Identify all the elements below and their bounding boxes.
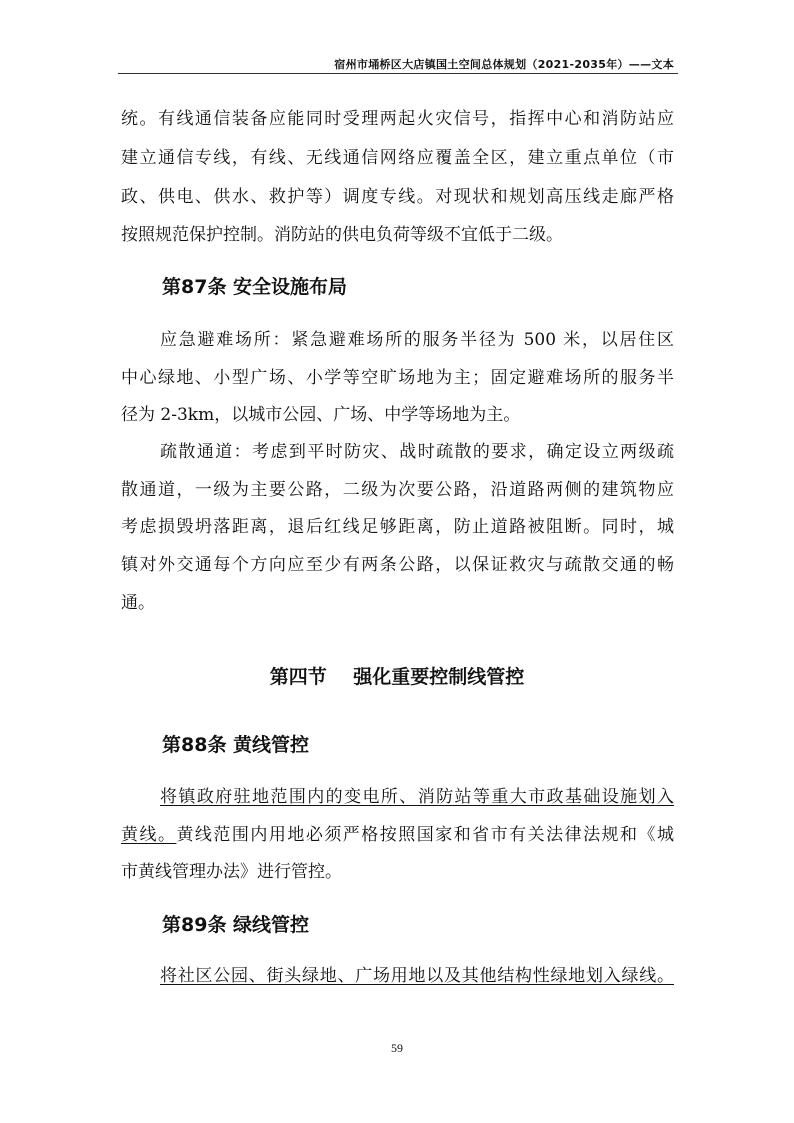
section-title: 第四节 强化重要控制线管控 [269, 666, 525, 688]
paragraph-line-underlined: 将镇政府驻地范围内的变电所、消防站等重大市政基础设施划入 [160, 787, 674, 807]
paragraph-line: 考虑损毁坍落距离，退后红线足够距离，防止道路被阻断。同时，城 [121, 517, 674, 537]
running-header: 宿州市埇桥区大店镇国土空间总体规划（2021-2035年）——文本 [334, 58, 674, 71]
paragraph-line: 镇对外交通每个方向应至少有两条公路，以保证救灾与疏散交通的畅 [121, 555, 674, 575]
paragraph-line: 按照规范保护控制。消防站的供电负荷等级不宜低于二级。 [121, 225, 563, 245]
page-number: 59 [391, 1041, 403, 1055]
paragraph-line: 统。有线通信装备应能同时受理两起火灾信号，指挥中心和消防站应 [121, 109, 674, 129]
article-88-heading: 第88条 黄线管控 [162, 734, 310, 756]
paragraph-line: 政、供电、供水、救护等）调度专线。对现状和规划高压线走廊严格 [121, 187, 674, 207]
paragraph-line: 通。 [121, 593, 155, 613]
article-87-heading: 第87条 安全设施布局 [162, 276, 348, 298]
paragraph-line: 疏散通道：考虑到平时防灾、战时疏散的要求，确定设立两级疏 [160, 442, 674, 462]
text-segment: 黄线范围内用地必须严格按照国家和省市有关法律法规和《城 [176, 825, 675, 845]
underlined-text: 黄线。 [121, 825, 177, 845]
paragraph-line: 市黄线管理办法》进行管控。 [121, 862, 342, 882]
article-89-heading: 第89条 绿线管控 [162, 914, 310, 936]
paragraph-line: 散通道，一级为主要公路，二级为次要公路，沿道路两侧的建筑物应 [121, 480, 674, 500]
paragraph-line: 建立通信专线，有线、无线通信网络应覆盖全区，建立重点单位（市 [121, 148, 674, 168]
paragraph-line [121, 823, 674, 847]
header-rule [118, 73, 678, 74]
paragraph-line: 径为 2-3km，以城市公园、广场、中学等场地为主。 [121, 405, 521, 425]
paragraph-line-underlined: 将社区公园、街头绿地、广场用地以及其他结构性绿地划入绿线。 [160, 966, 674, 986]
paragraph-line: 中心绿地、小型广场、小学等空旷场地为主；固定避难场所的服务半 [121, 368, 674, 388]
paragraph-line: 应急避难场所：紧急避难场所的服务半径为 500 米，以居住区 [160, 330, 674, 350]
